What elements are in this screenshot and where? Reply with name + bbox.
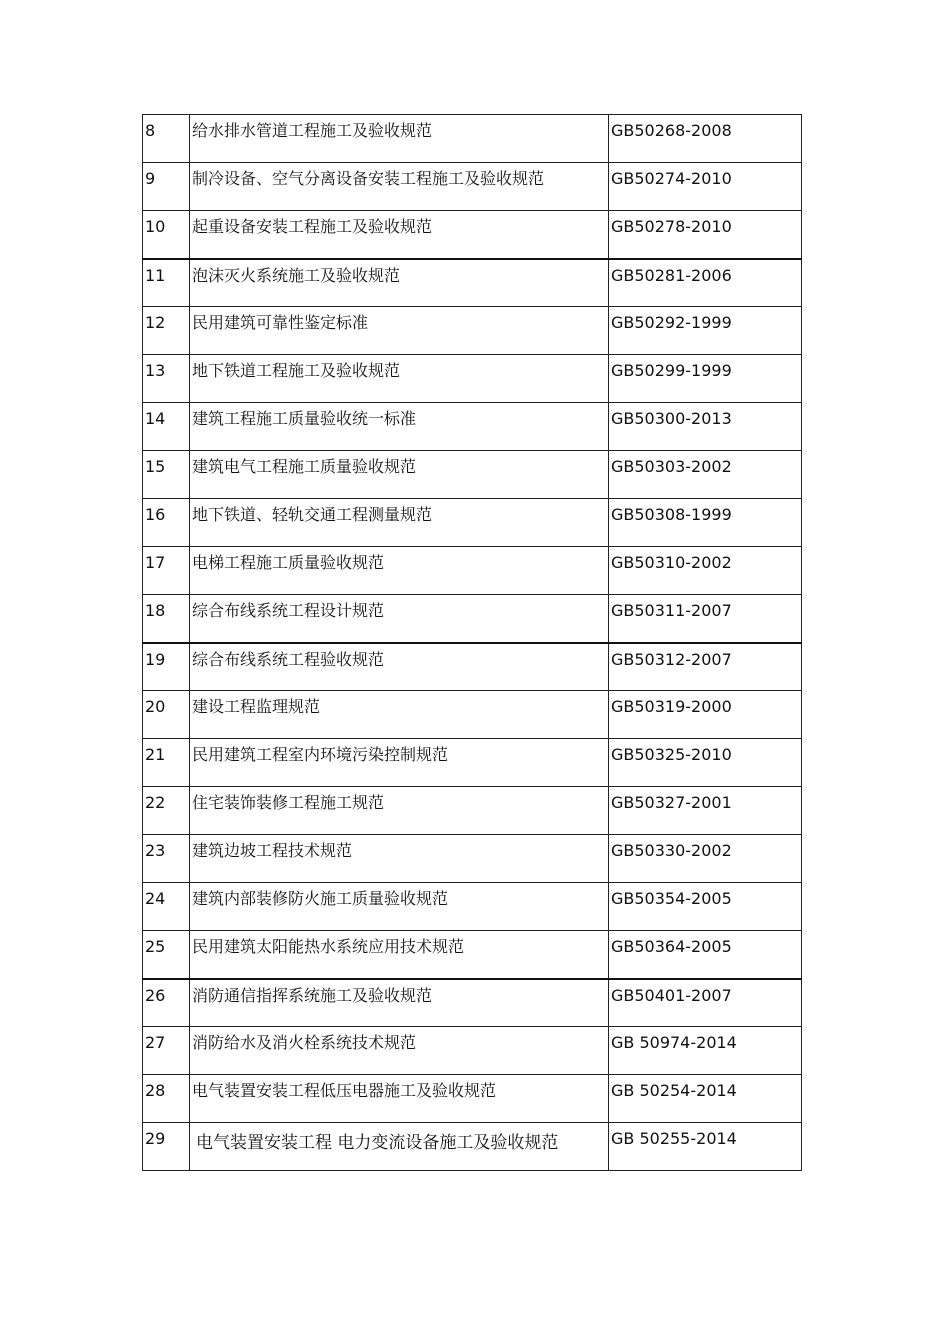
standard-code: GB50278-2010	[609, 211, 802, 259]
standard-name: 给水排水管道工程施工及验收规范	[190, 115, 609, 163]
row-number: 28	[143, 1075, 190, 1123]
standard-code: GB50354-2005	[609, 883, 802, 931]
row-number: 29	[143, 1123, 190, 1171]
row-number: 14	[143, 403, 190, 451]
row-number: 20	[143, 691, 190, 739]
standard-name: 电气装置安装工程低压电器施工及验收规范	[190, 1075, 609, 1123]
table-row	[143, 499, 802, 547]
table-row	[143, 787, 802, 835]
row-number: 17	[143, 547, 190, 595]
standards-table	[142, 114, 802, 1171]
row-number: 8	[143, 115, 190, 163]
row-number: 13	[143, 355, 190, 403]
row-number: 18	[143, 595, 190, 643]
standard-name: 建设工程监理规范	[190, 691, 609, 739]
table-row	[143, 355, 802, 403]
table-row	[143, 403, 802, 451]
standard-name: 电梯工程施工质量验收规范	[190, 547, 609, 595]
row-number: 15	[143, 451, 190, 499]
standard-name: 制冷设备、空气分离设备安装工程施工及验收规范	[190, 163, 609, 211]
standard-name: 泡沫灭火系统施工及验收规范	[190, 259, 609, 307]
standard-code: GB50274-2010	[609, 163, 802, 211]
standard-code: GB50292-1999	[609, 307, 802, 355]
standard-name: 电气装置安装工程 电力变流设备施工及验收规范	[190, 1123, 609, 1171]
standard-name: 建筑内部装修防火施工质量验收规范	[190, 883, 609, 931]
standard-code: GB 50254-2014	[609, 1075, 802, 1123]
table-row	[143, 883, 802, 931]
table-row	[143, 931, 802, 979]
row-number: 21	[143, 739, 190, 787]
standard-code: GB50308-1999	[609, 499, 802, 547]
standard-name: 民用建筑工程室内环境污染控制规范	[190, 739, 609, 787]
standard-name: 建筑电气工程施工质量验收规范	[190, 451, 609, 499]
standard-name: 消防通信指挥系统施工及验收规范	[190, 979, 609, 1027]
standard-code: GB50327-2001	[609, 787, 802, 835]
table-row	[143, 1075, 802, 1123]
standard-code: GB50281-2006	[609, 259, 802, 307]
table-row	[143, 835, 802, 883]
table-row	[143, 547, 802, 595]
table-row	[143, 115, 802, 163]
table-row	[143, 211, 802, 259]
standard-code: GB50330-2002	[609, 835, 802, 883]
standard-code: GB50303-2002	[609, 451, 802, 499]
standard-code: GB50319-2000	[609, 691, 802, 739]
table-row	[143, 259, 802, 307]
row-number: 26	[143, 979, 190, 1027]
table-row	[143, 307, 802, 355]
standard-code: GB50325-2010	[609, 739, 802, 787]
standard-code: GB 50255-2014	[609, 1123, 802, 1171]
table-row	[143, 451, 802, 499]
row-number: 19	[143, 643, 190, 691]
standard-code: GB50268-2008	[609, 115, 802, 163]
standard-name: 建筑工程施工质量验收统一标准	[190, 403, 609, 451]
row-number: 27	[143, 1027, 190, 1075]
table-row	[143, 163, 802, 211]
standard-name: 民用建筑太阳能热水系统应用技术规范	[190, 931, 609, 979]
standard-code: GB50312-2007	[609, 643, 802, 691]
row-number: 10	[143, 211, 190, 259]
table-row	[143, 1027, 802, 1075]
table-row	[143, 595, 802, 643]
standard-name: 建筑边坡工程技术规范	[190, 835, 609, 883]
table-body	[143, 115, 802, 1171]
standard-name: 消防给水及消火栓系统技术规范	[190, 1027, 609, 1075]
table-row	[143, 979, 802, 1027]
table-row	[143, 643, 802, 691]
standard-code: GB50299-1999	[609, 355, 802, 403]
standard-name: 综合布线系统工程验收规范	[190, 643, 609, 691]
table-row	[143, 739, 802, 787]
table-row	[143, 1123, 802, 1171]
standard-code: GB50401-2007	[609, 979, 802, 1027]
standard-code: GB50310-2002	[609, 547, 802, 595]
standard-code: GB 50974-2014	[609, 1027, 802, 1075]
row-number: 11	[143, 259, 190, 307]
standard-name: 民用建筑可靠性鉴定标准	[190, 307, 609, 355]
standard-code: GB50311-2007	[609, 595, 802, 643]
standard-code: GB50364-2005	[609, 931, 802, 979]
standard-code: GB50300-2013	[609, 403, 802, 451]
table-row	[143, 691, 802, 739]
row-number: 24	[143, 883, 190, 931]
standard-name: 地下铁道工程施工及验收规范	[190, 355, 609, 403]
standard-name: 起重设备安装工程施工及验收规范	[190, 211, 609, 259]
row-number: 12	[143, 307, 190, 355]
row-number: 22	[143, 787, 190, 835]
standard-name: 地下铁道、轻轨交通工程测量规范	[190, 499, 609, 547]
standard-name: 综合布线系统工程设计规范	[190, 595, 609, 643]
standard-name: 住宅装饰装修工程施工规范	[190, 787, 609, 835]
row-number: 25	[143, 931, 190, 979]
row-number: 9	[143, 163, 190, 211]
row-number: 23	[143, 835, 190, 883]
row-number: 16	[143, 499, 190, 547]
